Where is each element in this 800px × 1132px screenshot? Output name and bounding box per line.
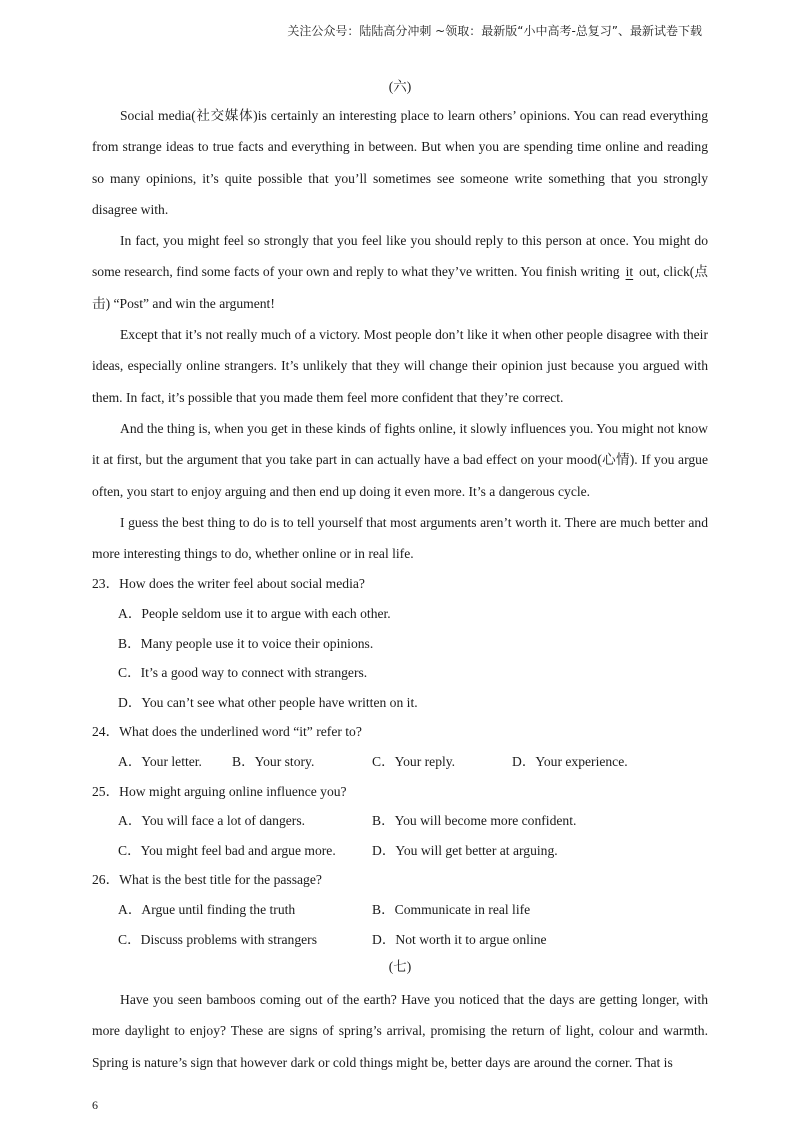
question-26-options-row-2: [92, 925, 708, 955]
question-26-option-b: B．Communicate in real life: [372, 901, 531, 917]
question-23-option-a: A．People seldom use it to argue with each other.: [118, 606, 391, 622]
passage-paragraph-4: And the thing is, when you get in these kinds of fights online, it slowly influences you. You might not know it at first, but the argument that you take part in can actually have a bad effect on your mood(心情). If you argue often, you start to enjoy arguing and then end up doing it even more. It’s a dangerous cycle.: [92, 420, 708, 499]
question-25-option-c: C．You might feel bad and argue more.: [118, 842, 336, 858]
page-content: [92, 74, 708, 1078]
section-7-title: (七): [388, 959, 412, 975]
page-number: 6: [92, 1098, 98, 1112]
passage-paragraph-3: Except that it’s not really much of a victory. Most people don’t like it when other people disagree with their ideas, especially online strangers. It’s unlikely that they will change their opinion just because you argued with them. In fact, it’s possible that you made them feel more confident that they’re correct.: [92, 327, 708, 405]
question-24-stem: 24．What does the underlined word “it” refer to?: [92, 724, 362, 740]
question-23-option-b: B．Many people use it to voice their opinions.: [118, 635, 374, 651]
paragraph-2-text-after: out, click(点击) “Post” and win the argument!: [92, 264, 708, 311]
question-23-option-c: C．It’s a good way to connect with strangers.: [118, 665, 368, 681]
question-24-option-c: C．Your reply.: [372, 754, 456, 770]
question-25-option-a: A．You will face a lot of dangers.: [118, 813, 306, 829]
question-26-option-d: D．Not worth it to argue online: [372, 931, 547, 947]
passage-7-paragraph-1: Have you seen bamboos coming out of the earth? Have you noticed that the days are getting longer, with more daylight to enjoy? These are signs of spring’s arrival, promising the return of light, colour and warmth. Spring is nature’s sign that however dark or cold things might be, better days are around the corner. That is: [92, 992, 708, 1070]
question-26-option-a: A．Argue until finding the truth: [118, 901, 296, 917]
question-25-option-d: D．You will get better at arguing.: [372, 842, 558, 858]
question-24-option-b: B．Your story.: [232, 754, 315, 770]
passage-paragraph-5: I guess the best thing to do is to tell yourself that most arguments aren’t worth it. There are much better and more interesting things to do, whether online or in real life.: [92, 514, 708, 562]
question-26-stem: 26．What is the best title for the passage?: [92, 872, 322, 888]
question-26-option-c: C．Discuss problems with strangers: [118, 931, 317, 947]
question-24-options: [92, 747, 708, 777]
question-26-options-row-1: [92, 895, 708, 925]
question-25-options-row-2: [92, 836, 708, 866]
question-24-option-a: A．Your letter.: [118, 754, 202, 770]
paragraph-2-text-before: In fact, you might feel so strongly that you feel like you should reply to this person at once. You might do some research, find some facts of your own and reply to what they’ve written. You finish writing: [92, 233, 708, 280]
question-23-stem: 23．How does the writer feel about social media?: [92, 576, 365, 592]
passage-paragraph-2: [92, 225, 708, 319]
question-25-options-row-1: [92, 806, 708, 836]
question-25-option-b: B．You will become more confident.: [372, 813, 577, 829]
question-24-option-d: D．Your experience.: [512, 754, 628, 770]
question-25-stem: 25．How might arguing online influence you?: [92, 783, 347, 799]
passage-paragraph-1: Social media(社交媒体)is certainly an interesting place to learn others’ opinions. You can read everything from strange ideas to true facts and everything in between. But when you are spending time online and reading so many opinions, it’s quite possible that you’ll sometimes see someone write something that you strongly disagree with.: [92, 108, 708, 217]
section-6-title: (六): [388, 79, 412, 94]
question-23-option-d: D．You can’t see what other people have written on it.: [118, 694, 418, 710]
underlined-word-it: it: [625, 264, 634, 280]
page-header: 关注公众号：陆陆高分冲刺 ~领取：最新版“小中高考-总复习”、最新试卷下载: [287, 24, 702, 38]
